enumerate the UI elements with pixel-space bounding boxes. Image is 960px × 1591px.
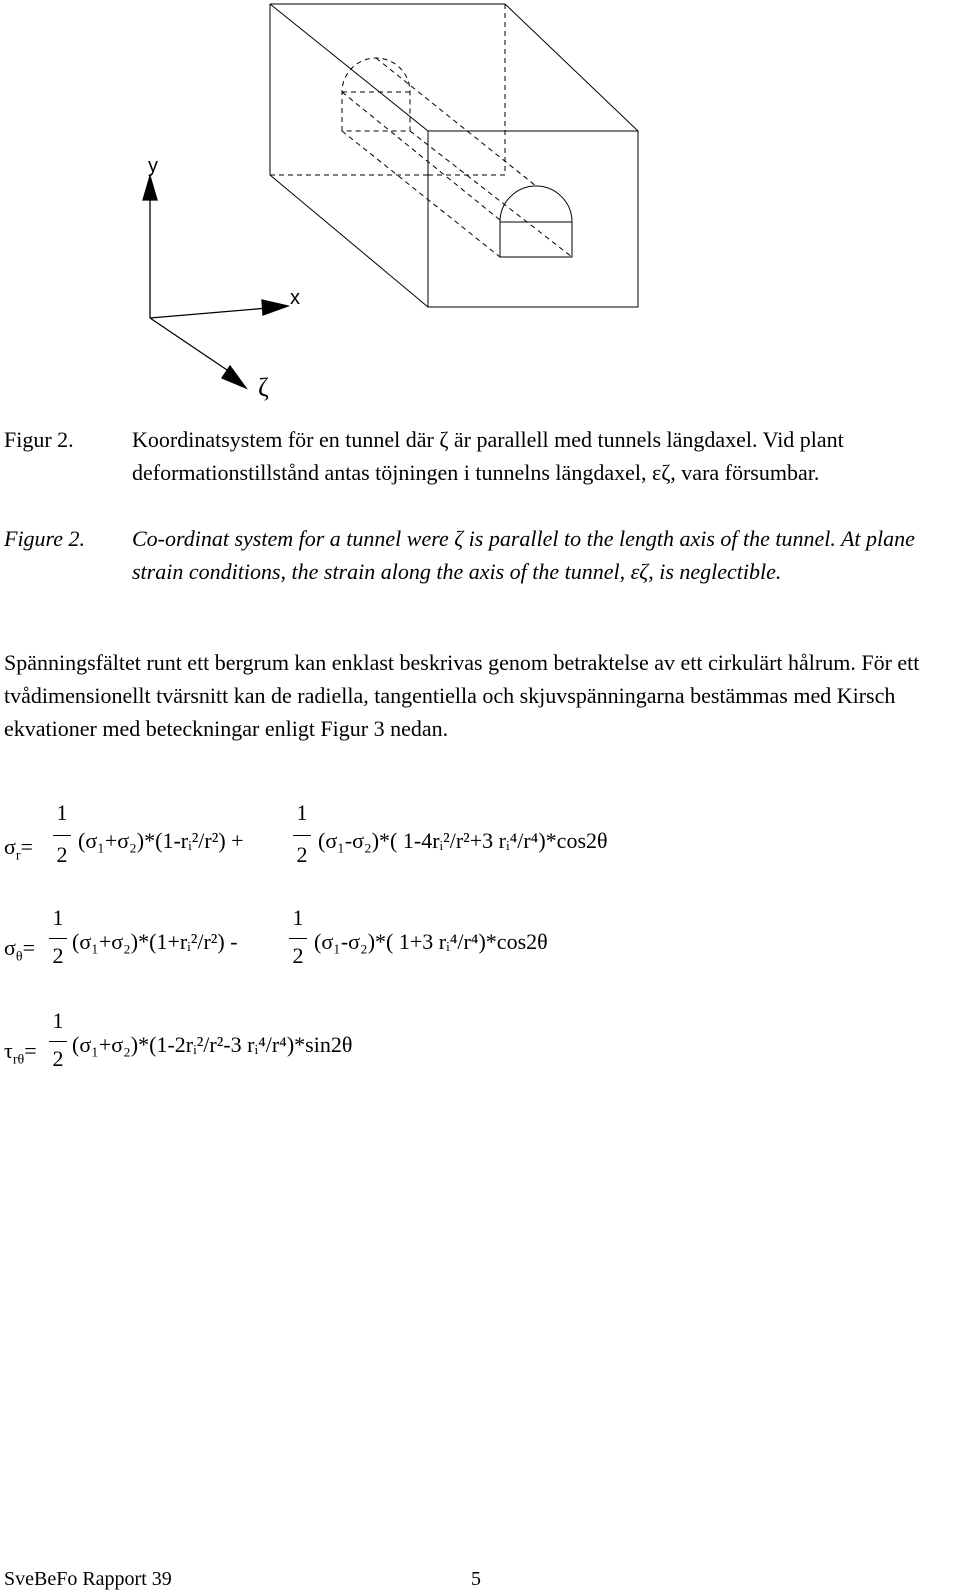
x-axis-line (150, 308, 268, 318)
eq1-frac2-den: 2 (296, 842, 308, 867)
caption-swedish-text: Koordinatsystem för en tunnel där ζ är parallell med tunnels längdaxel. Vid plant deformationstillstånd antas töjningen i tunnelns längdaxel, εζ, vara försumbar. (132, 427, 844, 485)
eq3-lhs: $\tau_{r\theta}=$ (4, 1038, 37, 1068)
equation-sigma-theta (4, 905, 944, 985)
footer-page-number: 5 (471, 1568, 481, 1590)
eq3-term1: (σ₁+σ₂)*(1-2rᵢ²/r²-3 rᵢ⁴/r⁴)*sin2θ (72, 1032, 353, 1057)
eq1-frac1-den: 2 (56, 842, 68, 867)
eq2-frac2-num: 1 (292, 905, 304, 930)
eq1-term2: (σ₁-σ₂)*( 1-4rᵢ²/r²+3 rᵢ⁴/r⁴)*cos2θ (318, 828, 608, 853)
eq2-frac2-bar (289, 938, 307, 939)
eq2-frac1-den: 2 (52, 943, 64, 968)
eq2-frac1-num: 1 (52, 905, 64, 930)
eq2-lhs: $\sigma_\theta=$ (4, 935, 35, 965)
eq3-frac1-num: 1 (52, 1008, 64, 1033)
eq2-frac1-bar (49, 938, 67, 939)
caption-english-text: Co-ordinat system for a tunnel were ζ is parallel to the length axis of the tunnel. At plane strain conditions, the strain along the axis of the tunnel, εζ, is neglectible. (132, 526, 915, 584)
eq1-frac2-num: 1 (296, 800, 308, 825)
caption-english-label: Figure 2. (4, 526, 86, 551)
eq1-frac2-bar (293, 835, 311, 836)
eq3-frac1-den: 2 (52, 1046, 64, 1071)
eq1-term1: (σ₁+σ₂)*(1-rᵢ²/r²) + (78, 828, 244, 853)
zeta-axis-label: ζ (258, 373, 269, 402)
tunnel-back-profile (342, 58, 410, 131)
equation-tau-r-theta (4, 1008, 944, 1088)
footer-report-title: SveBeFo Rapport 39 (4, 1568, 172, 1590)
eq1-lhs: $\sigma_r=$ (4, 834, 33, 864)
caption-english (4, 522, 944, 588)
x-axis-arrow (262, 300, 288, 315)
eq2-frac2-den: 2 (292, 943, 304, 968)
body-paragraph: Spänningsfältet runt ett bergrum kan enklast beskrivas genom betraktelse av ett cirkulärt hålrum. För ett tvådimensionellt tvärsnitt kan de radiella, tangentiella och skjuvspänningarna bestämmas med Kirsch ekvationer med beteckningar enligt Figur 3 nedan. (4, 650, 920, 741)
caption-swedish (4, 423, 944, 489)
eq1-frac1-num: 1 (56, 800, 68, 825)
x-axis-label: x (290, 287, 300, 309)
eq2-term2: (σ₁-σ₂)*( 1+3 rᵢ⁴/r⁴)*cos2θ (314, 929, 548, 954)
eq2-term1: (σ₁+σ₂)*(1+rᵢ²/r²) - (72, 929, 238, 954)
zeta-axis-line (150, 318, 230, 372)
y-axis-label: y (148, 155, 158, 177)
eq1-frac1-bar (53, 835, 71, 836)
tunnel-figure (0, 0, 960, 420)
y-axis-arrow (143, 176, 157, 200)
caption-swedish-label: Figur 2. (4, 427, 74, 452)
equation-sigma-r (4, 800, 944, 880)
eq3-frac1-bar (49, 1041, 67, 1042)
block-front-face (428, 131, 638, 307)
